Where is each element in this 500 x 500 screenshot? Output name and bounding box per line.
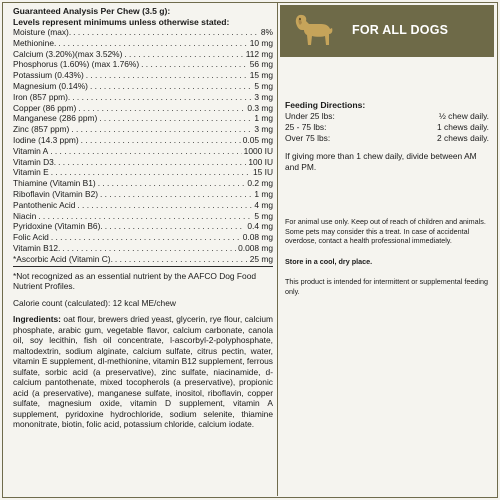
dot-leader <box>90 81 252 92</box>
feeding-dose: ½ chew daily. <box>438 111 489 121</box>
dot-leader <box>50 146 241 157</box>
nutrient-name: Riboflavin (Vitamin B2) <box>13 188 99 199</box>
nutrient-name: Pantothenic Acid <box>13 199 76 210</box>
dot-leader <box>141 59 248 70</box>
dot-leader <box>51 232 241 243</box>
ingredients <box>13 314 273 430</box>
nutrient-name: Thiamine (Vitamin B1) <box>13 178 96 189</box>
feeding-dose: 1 chews daily. <box>437 121 489 132</box>
nutrient-value: 15 IU <box>252 167 273 178</box>
column-divider <box>277 2 278 496</box>
feeding-note: If giving more than 1 chew daily, divide between AM and PM. <box>285 151 477 173</box>
nutrient-value: 0.008 mg <box>238 242 273 253</box>
dot-leader <box>105 221 246 232</box>
nutrient-row <box>13 27 273 38</box>
intended-use-text: This product is intended for intermittent or supplemental feeding only. <box>285 277 488 296</box>
nutrient-row <box>13 135 273 146</box>
nutrient-row <box>13 38 273 49</box>
nutrient-name: Phosphorus (1.60%) (max 1.76%) <box>13 59 140 70</box>
nutrient-name: Iodine (14.3 ppm) <box>13 134 79 145</box>
nutrient-value: 1000 IU <box>243 145 273 156</box>
feeding-dose: 2 chews daily. <box>437 132 489 143</box>
feeding-weight: Under 25 lbs: <box>285 111 335 121</box>
analysis-subtitle: Levels represent minimums unless otherwise stated: <box>13 16 230 27</box>
nutrient-value: 25 mg <box>249 253 273 264</box>
nutrient-value: 100 IU <box>248 156 273 167</box>
nutrient-name: Iron (857 ppm). <box>13 91 71 102</box>
dot-leader <box>72 92 252 103</box>
nutrient-name: Calcium (3.20%)(max 3.52%) <box>13 48 123 59</box>
nutrient-row <box>13 49 273 60</box>
dot-leader <box>115 254 248 265</box>
feeding-weight: 25 - 75 lbs: <box>285 121 327 132</box>
nutrient-value: 0.05 mg <box>242 134 273 145</box>
dot-leader <box>100 189 252 200</box>
dot-leader <box>98 178 246 189</box>
warning-text: For animal use only. Keep out of reach of children and animals. Some pets may consider this a treat. In case of accidental overdose, contact a health professional immediately. <box>285 216 486 246</box>
feeding-row <box>285 111 489 122</box>
dot-leader <box>99 113 252 124</box>
feeding-weight: Over 75 lbs: <box>285 132 331 143</box>
nutrient-row <box>13 146 273 157</box>
calorie-count: Calorie count (calculated): 12 kcal ME/chew <box>13 297 176 308</box>
nutrient-row <box>13 178 273 189</box>
nutrient-name: Vitamin D3. <box>13 156 57 167</box>
nutrient-row <box>13 81 273 92</box>
nutrient-name: Copper (86 ppm) <box>13 102 77 113</box>
dot-leader <box>62 243 236 254</box>
dot-leader <box>73 27 259 38</box>
nutrient-value: 0.4 mg <box>247 221 273 232</box>
aafco-footnote: *Not recognized as an essential nutrient by the AAFCO Dog Food Nutrient Profiles. <box>13 270 257 292</box>
dot-leader <box>58 38 247 49</box>
dot-leader <box>86 70 248 81</box>
nutrient-value: 112 mg <box>245 48 273 59</box>
nutrient-row <box>13 103 273 114</box>
nutrient-value: 56 mg <box>249 59 273 70</box>
nutrient-value: 3 mg <box>254 124 273 135</box>
nutrient-name: Pyridoxine (Vitamin B6). <box>13 221 103 232</box>
nutrient-value: 1 mg <box>254 113 273 124</box>
nutrient-value: 5 mg <box>254 80 273 91</box>
feeding-row <box>285 133 489 144</box>
nutrient-value: 4 mg <box>254 199 273 210</box>
nutrient-row <box>13 232 273 243</box>
nutrient-value: 5 mg <box>254 210 273 221</box>
nutrient-name: Moisture (max). <box>13 27 72 37</box>
nutrient-row <box>13 157 273 168</box>
nutrient-value: 3 mg <box>254 91 273 102</box>
ingredients-label: Ingredients: <box>13 314 61 325</box>
for-all-dogs-banner <box>280 5 494 57</box>
nutrient-value: 0.08 mg <box>242 232 273 243</box>
nutrient-list <box>13 27 273 265</box>
directions-panel <box>285 100 489 297</box>
nutrient-row <box>13 254 273 265</box>
nutrient-value: 0.2 mg <box>247 178 273 189</box>
feeding-table <box>285 111 489 143</box>
nutrient-value: 10 mg <box>249 37 273 48</box>
analysis-rule <box>13 266 273 267</box>
nutrient-row <box>13 243 273 254</box>
dog-icon <box>288 9 334 53</box>
nutrient-name: Magnesium (0.14%) <box>13 80 88 91</box>
nutrient-value: 0.3 mg <box>247 102 273 113</box>
nutrient-row <box>13 124 273 135</box>
nutrient-name: Potassium (0.43%) <box>13 70 84 81</box>
dot-leader <box>78 103 245 114</box>
nutrient-name: Niacin <box>13 210 37 221</box>
feeding-title: Feeding Directions: <box>285 100 366 110</box>
nutrient-name: Folic Acid <box>13 232 49 243</box>
nutrient-name: Vitamin A <box>13 145 49 156</box>
nutrient-row <box>13 70 273 81</box>
nutrient-row <box>13 113 273 124</box>
dot-leader <box>71 124 252 135</box>
nutrient-name: Zinc (857 ppm) <box>13 124 70 135</box>
dot-leader <box>51 167 251 178</box>
ingredients-text: oat flour, brewers dried yeast, glycerin, rye flour, calcium phosphate, arabic gum, vegetable flavor, calcium carbonate, canola oil, soy lecithin, fish oil concentrate, l-ascorbyl-2-polyphosphate, maltodextrin, sodium alginate, calcium sulfate, citrus pectin, water, vitamin E supplement, dl-methionine, vitamin B12 supplement, ferrous sulfate, sorbic acid (a preservative), zinc sulfate, niacinamide, d-calcium pantothenate, mixed tocopherols (a preservative), propionic acid (a preservative), manganese sulfate, inositol, riboflavin, copper sulfate, magnesium oxide, vitamin D supplement, vitamin A supplement, pyridoxine hydrochloride, sodium selenite, thiamine mononitrate, biotin, folic acid, potassium chloride, calcium iodate. <box>13 314 274 430</box>
feeding-row <box>285 122 489 133</box>
dot-leader <box>38 211 252 222</box>
nutrient-row <box>13 189 273 200</box>
nutrient-row <box>13 167 273 178</box>
nutrient-name: Manganese (286 ppm) <box>13 113 98 124</box>
nutrient-row <box>13 200 273 211</box>
dot-leader <box>81 135 241 146</box>
nutrient-name: Vitamin E <box>13 167 49 178</box>
dot-leader <box>124 49 243 60</box>
nutrient-row <box>13 59 273 70</box>
nutrient-value: 15 mg <box>249 70 273 81</box>
nutrient-name: Methionine. <box>13 37 57 48</box>
dot-leader <box>77 200 252 211</box>
storage-text: Store in a cool, dry place. <box>285 256 373 266</box>
nutrient-value: 1 mg <box>254 188 273 199</box>
banner-text: FOR ALL DOGS <box>352 23 449 37</box>
nutrient-value: 8% <box>260 27 273 37</box>
guaranteed-analysis-panel <box>13 6 273 430</box>
nutrient-name: Vitamin B12. <box>13 242 61 253</box>
nutrient-row <box>13 92 273 103</box>
nutrient-name: *Ascorbic Acid (Vitamin C). <box>13 253 113 264</box>
dot-leader <box>58 157 246 168</box>
nutrient-row <box>13 211 273 222</box>
nutrient-row <box>13 221 273 232</box>
analysis-title: Guaranteed Analysis Per Chew (3.5 g): <box>13 6 171 16</box>
